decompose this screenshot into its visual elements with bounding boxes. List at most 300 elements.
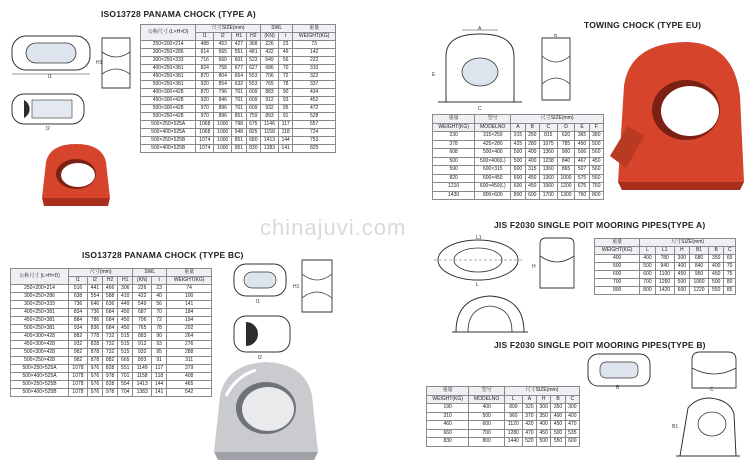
table-cell: 74 [167, 285, 212, 293]
table-cell: 657 [293, 121, 336, 129]
table-cell: 830 [246, 145, 260, 153]
table-cell: 425 [511, 140, 525, 149]
table-cell: 23 [278, 41, 292, 49]
table-cell: 1413 [261, 137, 279, 145]
table-cell: 400 [537, 421, 551, 430]
table-cell: 1700 [539, 191, 557, 200]
table-cell: 976 [87, 381, 102, 389]
table-cell: 425×280 [475, 140, 511, 149]
table-row [11, 285, 212, 293]
table-row [11, 349, 212, 357]
table-cell: 465 [167, 381, 212, 389]
table-cell: 1000 [214, 129, 232, 137]
table-cell: 951 [232, 145, 246, 153]
table-cell: 500×250×525A [11, 365, 69, 373]
table-cell: 600 [674, 287, 689, 295]
table-header-cell: WEIGHT(KG) [167, 277, 212, 285]
type-a-top-view-drawing [6, 28, 96, 78]
table-row [433, 149, 604, 158]
table-cell: 1360 [539, 166, 557, 175]
table-cell: 500 [511, 157, 525, 166]
table-cell: 500×250×525B [11, 381, 69, 389]
table-cell: 506 [575, 149, 589, 158]
table-cell: 684 [103, 325, 118, 333]
table-cell: 49 [278, 49, 292, 57]
table-cell: 940 [655, 263, 674, 271]
table-cell: 306 [118, 285, 133, 293]
table-cell: 90 [152, 333, 167, 341]
table-cell: 824 [196, 65, 214, 73]
table-cell: 288 [167, 349, 212, 357]
table-cell: 500 [595, 263, 640, 271]
table-cell: 500×250×525B [141, 137, 196, 145]
table-cell: 1210 [433, 183, 475, 192]
table-row [433, 157, 604, 166]
table-cell: 732 [103, 341, 118, 349]
table-header-cell: 重量 [595, 239, 640, 247]
table-row [11, 333, 212, 341]
table-cell: 500×400×525A [11, 373, 69, 381]
table-header-cell: WEIGHT(KG) [293, 33, 336, 41]
table-cell: 820 [433, 174, 475, 183]
table-cell: 600 [640, 271, 655, 279]
table-cell: 250 [525, 132, 539, 141]
watermark-text: chinajuvi.com [260, 215, 407, 240]
table-cell: 882 [69, 333, 88, 341]
table-cell: 528 [293, 113, 336, 121]
jis-a-title: JIS F2030 SINGLE POIT MOORING PIPES(TYPE A) [494, 220, 706, 230]
table-cell: 91 [152, 357, 167, 365]
table-cell: 1430 [433, 191, 475, 200]
table-row [433, 132, 604, 141]
table-cell: 400 [525, 157, 539, 166]
table-header-cell: H1 [118, 277, 133, 285]
table-header-cell: C [724, 247, 736, 255]
table-cell: 1068 [196, 129, 214, 137]
table-row [433, 183, 604, 192]
table-cell: 982 [69, 357, 88, 365]
table-body [141, 41, 336, 153]
table-cell: 315 [511, 132, 525, 141]
table-cell: 400 [525, 149, 539, 158]
table-header-cell: F [589, 123, 603, 132]
table-cell: 500×250×381 [141, 81, 196, 89]
table-header-cell: 尺寸SIZE(mm) [511, 115, 604, 124]
type-bc-spec-table [10, 268, 212, 397]
table-cell: 410 [118, 293, 133, 301]
dim-label-jis-c: C [710, 387, 714, 392]
table-cell: 500 [551, 429, 565, 438]
table-cell: 680 [690, 255, 709, 263]
table-cell: 1440 [504, 438, 522, 447]
table-cell: 226 [261, 41, 279, 49]
table-cell: 865 [557, 166, 575, 175]
table-cell: 500×300×428 [141, 105, 196, 113]
table-cell: 834 [69, 309, 88, 317]
table-cell: 760 [575, 191, 589, 200]
table-cell: 400 [595, 255, 640, 263]
table-row [11, 309, 212, 317]
table-cell: 760 [589, 183, 603, 192]
table-cell: 117 [152, 365, 167, 373]
dim-label-eu-e: E [432, 72, 436, 78]
table-cell: 507 [575, 166, 589, 175]
table-cell: 93 [152, 341, 167, 349]
table-cell: 800 [589, 191, 603, 200]
table-cell: 85 [724, 287, 736, 295]
table-header-cell: SWL [133, 269, 167, 277]
table-cell: 896 [214, 113, 232, 121]
table-row [141, 129, 336, 137]
table-cell: 1149 [133, 365, 152, 373]
table-cell: 825 [293, 145, 336, 153]
table-cell: 300 [565, 404, 579, 413]
table-row [433, 166, 604, 175]
table-cell: 118 [278, 129, 292, 137]
table-row [11, 389, 212, 397]
table-cell: 368 [246, 41, 260, 49]
table-cell: 1413 [133, 381, 152, 389]
table-cell: 551 [118, 365, 133, 373]
table-cell: 70 [152, 309, 167, 317]
table-cell: 614 [196, 49, 214, 57]
table-cell: 1000 [557, 174, 575, 183]
table-header-cell: B1 [690, 247, 709, 255]
table-header-cell: L1 [655, 247, 674, 255]
table-cell: 350 [537, 412, 551, 421]
table-cell: 654 [232, 73, 246, 81]
table-cell: 400 [640, 255, 655, 263]
table-cell: 500×400×525B [11, 389, 69, 397]
table-cell: 950 [690, 271, 709, 279]
table-cell: 828 [103, 365, 118, 373]
dim-label-eu-c: C [478, 106, 482, 112]
table-cell: 535 [565, 429, 579, 438]
table-cell: 310 [427, 412, 469, 421]
table-cell: 144 [152, 381, 167, 389]
table-cell: 1383 [133, 389, 152, 397]
table-cell: 920 [196, 81, 214, 89]
table-cell: 337 [293, 81, 336, 89]
table-cell: 600 [469, 421, 505, 430]
table-cell: 675 [246, 121, 260, 129]
table-cell: 470 [565, 421, 579, 430]
table-cell: 300 [537, 404, 551, 413]
eu-spec-table [432, 114, 604, 200]
table-header-cell: 尺寸SIZE(mm) [640, 239, 736, 247]
jis-b-top-view-drawing [584, 350, 654, 390]
table-cell: 677 [232, 65, 246, 73]
table-header-cell: (KN) [261, 33, 279, 41]
table-header-cell: 重量 [433, 115, 475, 124]
table-cell: 600×315 [475, 166, 511, 175]
table-cell: 500×250×428 [141, 113, 196, 121]
table-cell: 600 [511, 183, 525, 192]
type-a-spec-table [140, 24, 336, 153]
table-header-cell: l2 [87, 277, 102, 285]
table-header-cell: WEIGHT(KG) [427, 395, 469, 404]
table-cell: 300×250×333 [11, 301, 69, 309]
table-cell: 636 [103, 301, 118, 309]
jis-a-spec-table [594, 238, 736, 295]
table-cell: 550 [551, 438, 565, 447]
table-cell: 620 [557, 132, 575, 141]
table-cell: 684 [103, 317, 118, 325]
table-cell: 450 [525, 183, 539, 192]
table-header-cell: C [565, 395, 579, 404]
table-cell: 450 [118, 309, 133, 317]
table-cell: 250×200×214 [11, 285, 69, 293]
table-cell: 250×200×214 [141, 41, 196, 49]
table-header-cell: H [537, 395, 551, 404]
table-header-cell: WEIGHT(KG) [595, 247, 640, 255]
eu-front-view-drawing [432, 26, 528, 112]
type-a-side-view-drawing [96, 36, 136, 90]
table-cell: 588 [103, 293, 118, 301]
table-cell: 1158 [261, 129, 279, 137]
table-cell: 400×300×428 [141, 89, 196, 97]
table-cell: 800 [595, 287, 640, 295]
table-cell: 500 [537, 438, 551, 447]
table-cell: 590 [433, 166, 475, 175]
table-cell: 450 [575, 140, 589, 149]
table-cell: 732 [103, 349, 118, 357]
table-row [141, 89, 336, 97]
table-cell: 450 [118, 317, 133, 325]
table-cell: 500×400×525B [141, 145, 196, 153]
table-cell: 466 [103, 285, 118, 293]
table-cell: 500×250×381 [11, 325, 69, 333]
table-cell: 450 [525, 174, 539, 183]
table-cell: 800 [469, 438, 505, 447]
table-cell: 460 [427, 421, 469, 430]
table-cell: 800 [511, 191, 525, 200]
table-cell: 1078 [69, 381, 88, 389]
table-cell: 851 [232, 113, 246, 121]
table-cell: 575 [575, 174, 589, 183]
table-header-cell: MODELNO [469, 395, 505, 404]
table-header-cell: 公称尺寸 (L×H×D) [11, 269, 69, 285]
dim-label-h1: H1 [96, 60, 103, 66]
table-cell: 515 [118, 349, 133, 357]
table-cell: 1075 [539, 140, 557, 149]
table-cell: 608 [433, 149, 475, 158]
jis-b-title: JIS F2030 SINGLE POIT MOORING PIPES(TYPE B) [494, 340, 706, 350]
table-cell: 515 [118, 333, 133, 341]
table-cell: 660 [214, 57, 232, 65]
dim-label-jis-l1: L1 [476, 235, 482, 241]
table-cell: 141 [278, 145, 292, 153]
table-cell: 758 [214, 65, 232, 73]
table-cell: 400 [469, 404, 505, 413]
table-cell: 427 [232, 41, 246, 49]
table-cell: 56 [152, 301, 167, 309]
table-cell: 1078 [69, 373, 88, 381]
table-row [595, 263, 736, 271]
table-cell: 450×300×428 [11, 341, 69, 349]
table-cell: 450×250×381 [141, 73, 196, 81]
jis-b-side-view-drawing [686, 348, 742, 392]
table-cell: 828 [103, 381, 118, 389]
table-cell: 56 [278, 57, 292, 65]
table-body [433, 132, 604, 200]
table-cell: 701 [232, 89, 246, 97]
table-row [11, 357, 212, 365]
table-cell: 600 [595, 271, 640, 279]
table-cell: 800 [504, 404, 522, 413]
table-cell: 686 [261, 65, 279, 73]
table-row [141, 97, 336, 105]
table-row [141, 65, 336, 73]
table-header-cell: 重量 [427, 387, 469, 396]
table-cell: 804 [214, 73, 232, 81]
table-cell: 976 [87, 365, 102, 373]
table-cell: 680 [246, 137, 260, 145]
table-cell: 1300 [557, 191, 575, 200]
table-cell: 379 [167, 365, 212, 373]
table-cell: 609 [246, 105, 260, 113]
table-cell: 600 [565, 438, 579, 447]
table-header-cell: SWL [261, 25, 293, 33]
table-cell: 400×300×428 [11, 333, 69, 341]
table-cell: 854 [214, 81, 232, 89]
table-cell: 565 [214, 49, 232, 57]
table-cell: 601 [232, 57, 246, 65]
table-cell: 400 [674, 263, 689, 271]
table-header-cell: L [640, 247, 655, 255]
table-cell: 600 [511, 166, 525, 175]
table-header-cell: L [504, 395, 522, 404]
table-header-cell: H2 [246, 33, 260, 41]
table-cell: 400 [565, 412, 579, 421]
table-cell: 75 [724, 271, 736, 279]
table-cell: 600×450 [475, 174, 511, 183]
dim-label-jis-b1: B1 [672, 424, 679, 430]
table-cell: 960 [504, 412, 522, 421]
table-cell: 90 [278, 89, 292, 97]
table-cell: 920 [196, 97, 214, 105]
table-cell: 400×250×381 [11, 309, 69, 317]
table-cell: 1000 [214, 121, 232, 129]
table-cell: 450 [551, 421, 565, 430]
table-cell: 78 [152, 325, 167, 333]
table-cell: 932 [261, 105, 279, 113]
table-cell: 1000 [214, 145, 232, 153]
table-cell: 882 [103, 357, 118, 365]
type-bc-top-view-drawing [230, 258, 290, 304]
table-cell: 500×400(L) [475, 157, 511, 166]
table-cell: 704 [118, 389, 133, 397]
eu-red-chock-photo [604, 36, 748, 192]
table-header-cell: 尺寸SIZE(mm) [504, 387, 579, 396]
table-cell: 765 [133, 325, 152, 333]
table-cell: 40 [152, 293, 167, 301]
table-row [141, 105, 336, 113]
table-cell: 452 [293, 97, 336, 105]
table-header-cell: MODELNO [475, 123, 511, 132]
table-cell: 408 [167, 373, 212, 381]
table-header-cell: l1 [69, 277, 88, 285]
table-cell: 226 [133, 285, 152, 293]
table-cell: 638 [69, 293, 88, 301]
table-cell: 472 [293, 105, 336, 113]
table-row [141, 81, 336, 89]
table-cell: 884 [69, 317, 88, 325]
table-header-cell: H2 [103, 277, 118, 285]
table-cell: 600 [511, 174, 525, 183]
table-cell: 550 [709, 287, 724, 295]
table-cell: 95 [152, 349, 167, 357]
table-cell: 800×600 [475, 191, 511, 200]
table-cell: 500 [469, 412, 505, 421]
table-cell: 646 [87, 301, 102, 309]
table-cell: 970 [196, 105, 214, 113]
table-cell: 840 [690, 263, 709, 271]
table-cell: 736 [69, 301, 88, 309]
table-cell: 786 [87, 317, 102, 325]
table-cell: 450×300×428 [141, 97, 196, 105]
table-row [11, 341, 212, 349]
table-cell: 836 [87, 325, 102, 333]
table-cell: 609 [246, 89, 260, 97]
jis-a-side-view-drawing [532, 234, 582, 292]
table-cell: 450 [537, 429, 551, 438]
table-cell: 932 [133, 349, 152, 357]
table-cell: 450 [674, 271, 689, 279]
table-cell: 978 [103, 389, 118, 397]
table-cell: 80 [724, 279, 736, 287]
table-cell: 700 [469, 429, 505, 438]
table-header-cell: 公称尺寸 (L×H×D) [141, 25, 196, 41]
table-cell: 500 [709, 279, 724, 287]
table-cell: 1146 [261, 121, 279, 129]
table-cell: 912 [261, 97, 279, 105]
table-cell: 276 [167, 341, 212, 349]
dim-label-l2: l2 [46, 126, 50, 132]
table-cell: 1074 [196, 145, 214, 153]
table-cell: 701 [232, 97, 246, 105]
table-header-cell: A [522, 395, 536, 404]
table-cell: 700 [595, 279, 640, 287]
table-header-cell: H1 [232, 33, 246, 41]
table-cell: 300×250×286 [141, 49, 196, 57]
table-row [141, 41, 336, 49]
table-header-cell: A [511, 123, 525, 132]
table-cell: 500×400×525A [141, 129, 196, 137]
table-cell: 883 [261, 89, 279, 97]
table-cell: 300 [674, 255, 689, 263]
table-cell: 736 [87, 309, 102, 317]
table-row [141, 49, 336, 57]
table-row [433, 191, 604, 200]
table-cell: 91 [278, 113, 292, 121]
table-cell: 665 [118, 357, 133, 365]
table-cell: 976 [87, 373, 102, 381]
table-cell: 194 [167, 317, 212, 325]
table-cell: 815 [539, 132, 557, 141]
table-cell: 1560 [539, 183, 557, 192]
dim-label-jis-h: H [532, 264, 536, 270]
table-header-cell: C [539, 123, 557, 132]
table-cell: 780 [655, 255, 674, 263]
table-row [141, 73, 336, 81]
table-header-cell: 尺寸(mm) [69, 269, 133, 277]
table-cell: 23 [152, 285, 167, 293]
table-header-cell: B [525, 123, 539, 132]
dim-label-bc-h1: H1 [293, 284, 300, 290]
table-cell: 73 [293, 41, 336, 49]
table-cell: 264 [167, 333, 212, 341]
